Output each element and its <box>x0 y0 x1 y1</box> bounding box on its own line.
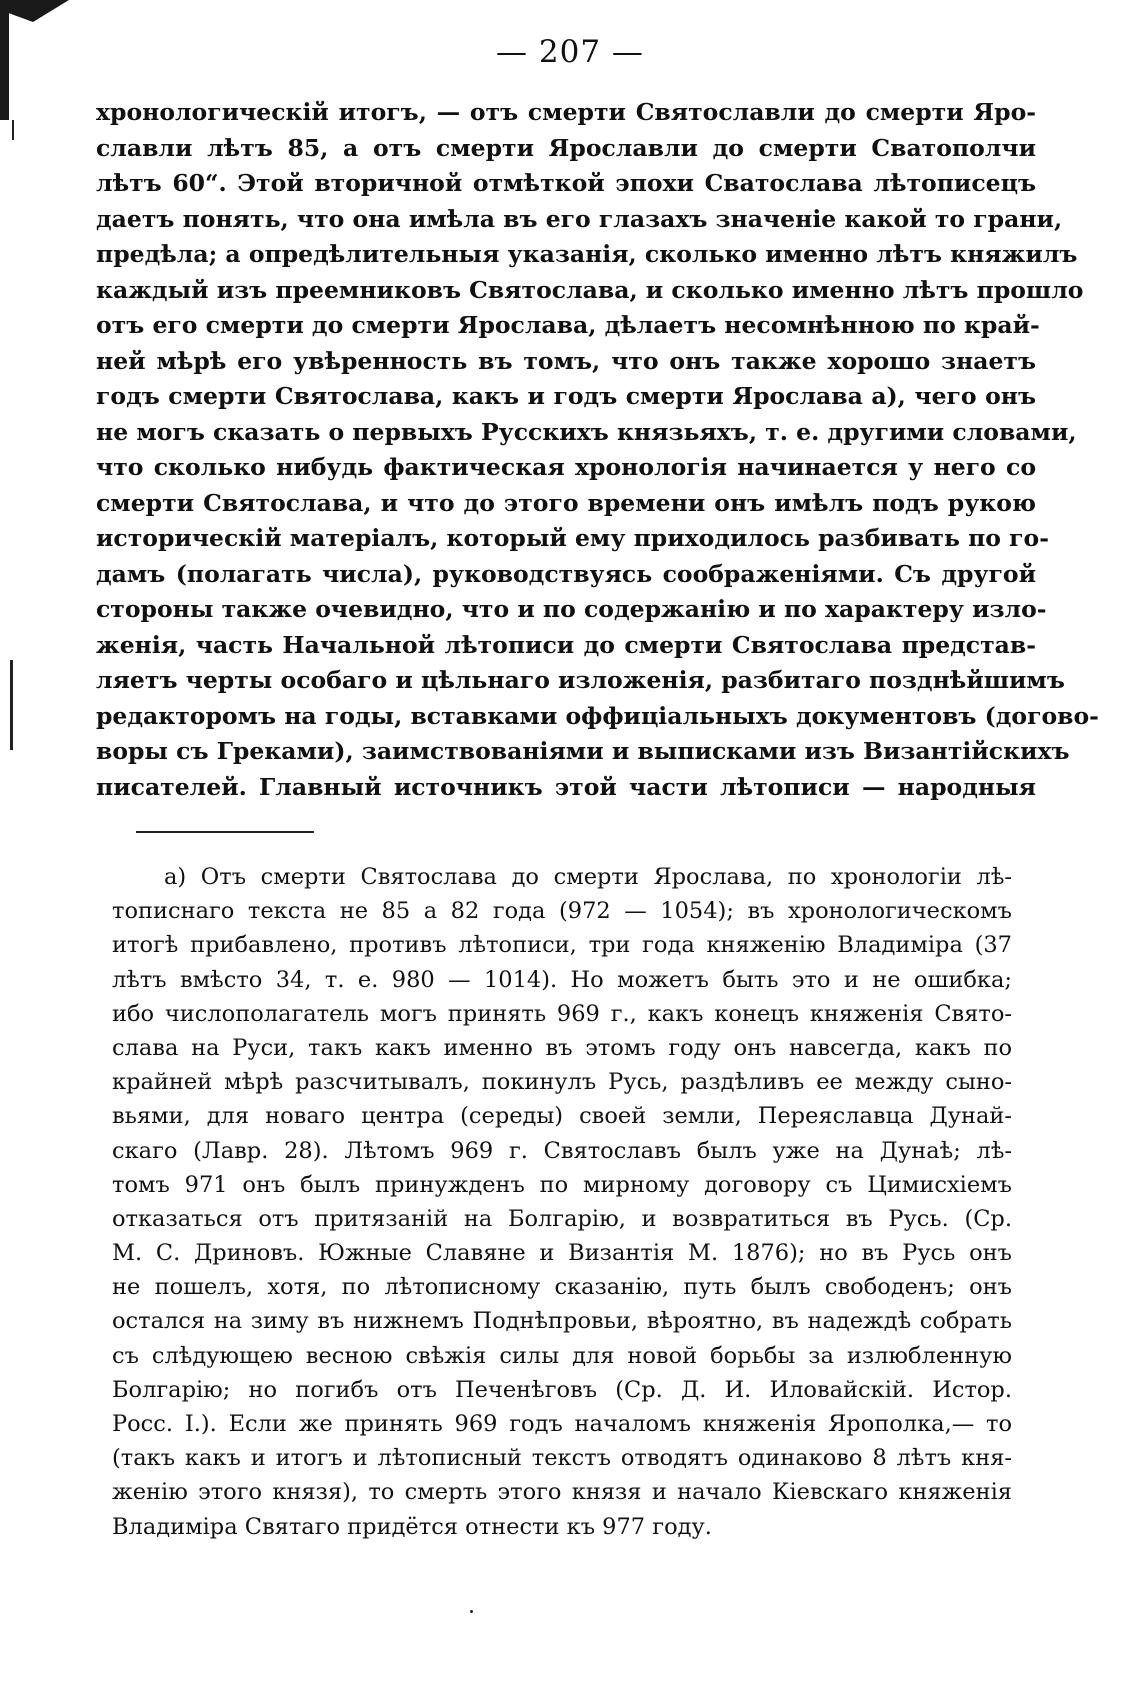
main-text-line: не могъ сказать о первыхъ Русскихъ князьяхъ, т. е. другими словами, <box>96 417 1077 446</box>
main-text-line: ляетъ черты особаго и цѣльнаго изложенія, разбитаго позднѣйшимъ <box>96 666 1065 694</box>
main-text-line: дамъ (полагать числа), руководствуясь соображеніями. Съ другой <box>96 559 1036 588</box>
footnote-line: съ слѣдующею весною свѣжія силы для новой борьбы за излюбленную <box>112 1342 1012 1369</box>
main-text-line: историческій матеріалъ, который ему приходилось разбивать по го- <box>96 524 1049 552</box>
main-text-line: что сколько нибудь фактическая хронологія начинается у него со <box>96 453 1036 481</box>
main-text-line: отъ его смерти до смерти Ярослава, дѣлаетъ несомнѣнною по край- <box>96 311 1040 339</box>
main-text-line: хронологическій итогъ, — отъ смерти Святославли до смерти Яро- <box>96 98 1036 126</box>
footnote-separator-rule <box>136 831 314 833</box>
footnote-line: Росс. I.). Если же принять 969 годъ началомъ княженія Ярополка,— то <box>112 1411 1012 1437</box>
scan-edge-mark <box>0 0 9 120</box>
footnote-line: тописнаго текста не 85 а 82 года (972 — 1054); въ хронологическомъ <box>112 898 1012 925</box>
main-text-line: лѣтъ 60“. Этой вторичной отмѣткой эпохи Сватослава лѣтописецъ <box>96 169 1036 197</box>
scan-dust-speck <box>470 1610 473 1613</box>
main-text-line: писателей. Главный источникъ этой части лѣтописи — народныя <box>96 772 1036 801</box>
footnote-line: Болгарію; но погибъ отъ Печенѣговъ (Ср. Д. И. Иловайскій. Истор. <box>112 1376 1012 1403</box>
footnote-line: ибо числополагатель могъ принять 969 г., какъ конецъ княженія Свято- <box>112 1000 1012 1027</box>
footnote-line: М. С. Дриновъ. Южные Славяне и Византія М. 1876); но въ Русь онъ <box>112 1240 1012 1267</box>
footnote-line: остался на зиму въ нижнемъ Поднѣпровьи, вѣроятно, въ надеждѣ собрать <box>112 1308 1012 1335</box>
footnote-block <box>112 860 1012 1544</box>
main-text-line: воры съ Греками), заимствованіями и выписками изъ Византійскихъ <box>96 737 1070 765</box>
main-text-line: каждый изъ преемниковъ Святослава, и сколько именно лѣтъ прошло <box>96 275 1084 304</box>
main-text-line: ней мѣрѣ его увѣренность въ томъ, что онъ также хорошо знаетъ <box>96 346 1036 375</box>
footnote-line: Владиміра Святаго придётся отнести къ 977 году. <box>112 1513 712 1540</box>
main-text-line: славли лѣтъ 85, а отъ смерти Ярославли до смерти Сватополчи <box>96 133 1036 162</box>
scan-edge-mark <box>10 660 13 750</box>
main-text-line: редакторомъ на годы, вставками оффиціальныхъ документовъ (догово- <box>96 701 1099 730</box>
page-number: — 207 — <box>496 34 644 70</box>
footnote-line: итогѣ прибавлено, противъ лѣтописи, три года княженію Владиміра (37 <box>112 932 1012 959</box>
footnote-line: скаго (Лавр. 28). Лѣтомъ 969 г. Святославъ былъ уже на Дунаѣ; лѣ- <box>112 1137 1012 1164</box>
footnote-line: крайней мѣрѣ разсчитывалъ, покинулъ Русь, раздѣливъ ее между сыно- <box>112 1069 1012 1096</box>
main-text-line: женія, часть Начальной лѣтописи до смерти Святослава представ- <box>96 630 1036 659</box>
footnote-line: слава на Руси, такъ какъ именно въ этомъ году онъ навсегда, какъ по <box>112 1034 1012 1061</box>
footnote-line: (такъ какъ и итогъ и лѣтописный текстъ отводятъ одинаково 8 лѣтъ кня- <box>112 1445 1012 1472</box>
main-text-body <box>96 95 1099 805</box>
footnote-line: томъ 971 онъ былъ принужденъ по мирному договору съ Цимисхіемъ <box>112 1171 1012 1198</box>
main-text-line: годъ смерти Святослава, какъ и годъ смерти Ярослава а), чего онъ <box>96 382 1036 410</box>
main-text-line: смерти Святослава, и что до этого времени онъ имѣлъ подъ рукою <box>96 488 1036 517</box>
footnote-line: отказаться отъ притязаній на Болгарію, и возвратиться въ Русь. (Ср. <box>112 1205 1012 1232</box>
footnote-line: не пошелъ, хотя, по лѣтописному сказанію, путь былъ свободенъ; онъ <box>112 1274 1012 1301</box>
main-text-line: стороны также очевидно, что и по содержанію и по характеру изло- <box>96 595 1047 623</box>
footnote-line: женію этого князя), то смерть этого князя и начало Кіевскаго княженія <box>112 1479 1012 1506</box>
footnote-line: вьями, для новаго центра (середы) своей земли, Переяславца Дунай- <box>112 1103 1012 1130</box>
main-text-line: предѣла; а опредѣлительныя указанія, сколько именно лѣтъ княжилъ <box>96 240 1078 268</box>
scan-edge-mark <box>12 120 14 140</box>
main-text-line: даетъ понять, что она имѣла въ его глазахъ значеніе какой то грани, <box>96 204 1063 233</box>
footnote-line: лѣтъ вмѣсто 34, т. е. 980 — 1014). Но можетъ быть это и не ошибка; <box>112 966 1012 993</box>
footnote-line: а) Отъ смерти Святослава до смерти Ярослава, по хронологіи лѣ- <box>164 864 1012 890</box>
scan-edge-mark <box>9 0 69 22</box>
